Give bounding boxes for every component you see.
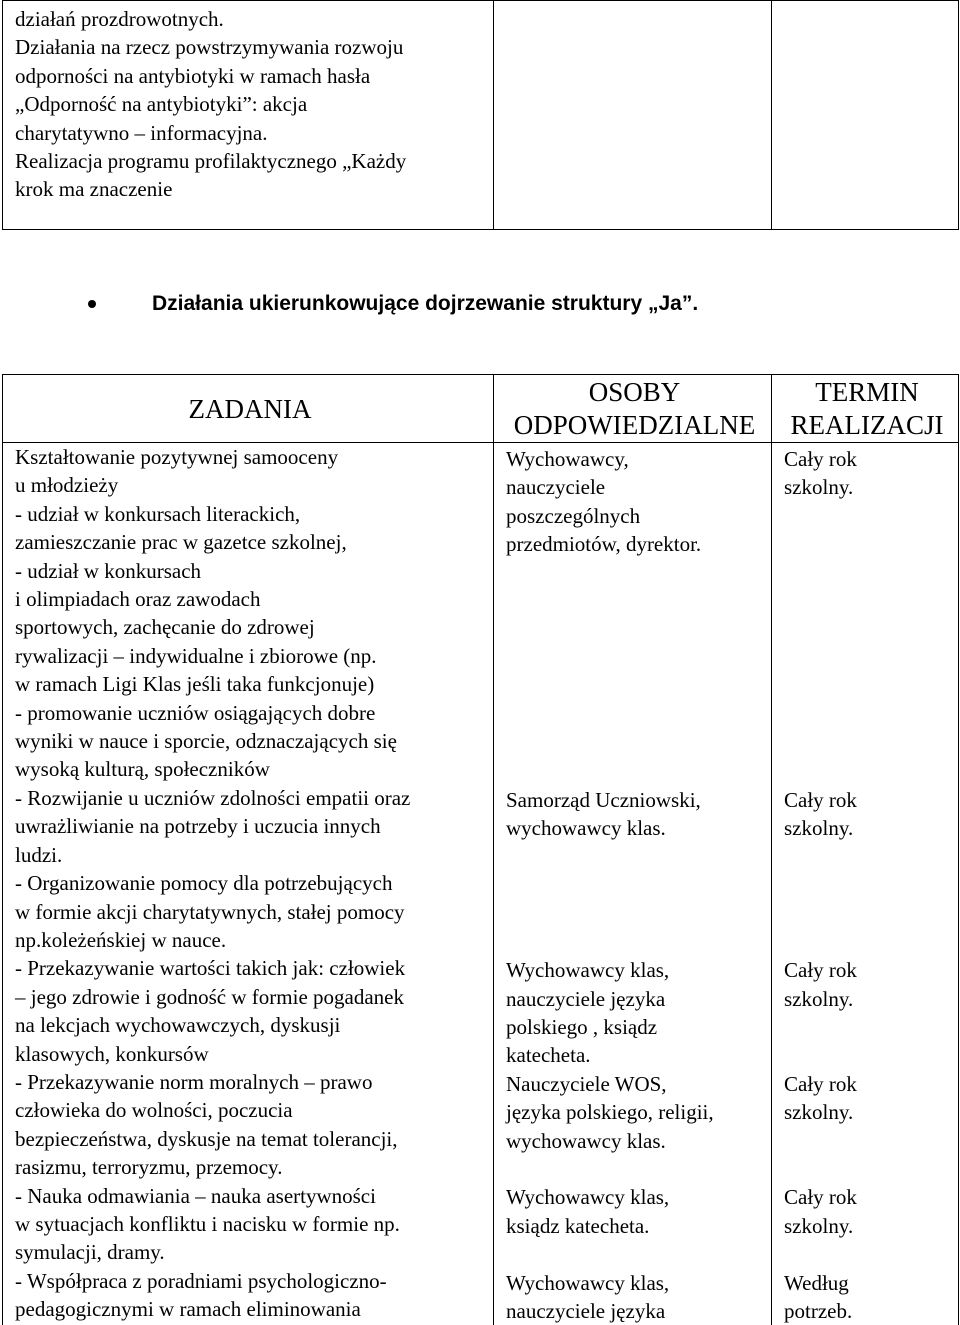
responsible-line: Wychowawcy klas, <box>506 1270 670 1295</box>
section-heading-row <box>88 288 698 320</box>
responsible-entry <box>494 956 669 1070</box>
responsible-line: Samorząd Uczniowski, <box>506 787 701 812</box>
top-table <box>2 0 959 230</box>
responsible-line: wychowawcy klas. <box>506 1128 666 1153</box>
responsible-line: polskiego , ksiądz <box>506 1015 658 1039</box>
top-table-term-cell <box>772 1 959 230</box>
responsible-line: Nauczyciele WOS, <box>506 1071 667 1096</box>
task-line: człowieka do wolności, poczucia <box>15 1098 293 1123</box>
responsible-line: poszczególnych <box>506 503 641 528</box>
task-line: - Współpraca z poradniami psychologiczno- <box>15 1268 387 1293</box>
top-table-task-line: „Odporność na antybiotyki”: akcja <box>15 92 308 117</box>
task-line: uwrażliwianie na potrzeby i uczucia innych <box>15 814 381 839</box>
task-line: Kształtowanie pozytywnej samooceny <box>15 445 339 469</box>
top-table-responsible-cell <box>494 1 772 230</box>
term-entry <box>772 1269 852 1325</box>
task-line: - Nauka odmawiania – nauka asertywności <box>15 1183 376 1208</box>
term-line: szkolny. <box>784 816 854 841</box>
term-line: Według <box>784 1270 849 1295</box>
header-term-line-1: TERMIN <box>815 377 919 407</box>
term-entry <box>772 445 857 502</box>
responsible-line: nauczyciele języka <box>506 986 666 1011</box>
task-line: w formie akcji charytatywnych, stałej pomocy <box>15 899 405 924</box>
responsible-entry <box>494 1183 669 1240</box>
task-line: wyniki w nauce i sporcie, odznaczających się <box>15 729 397 754</box>
top-table-task-line: działań prozdrowotnych. <box>15 7 224 31</box>
term-line: potrzeb. <box>784 1299 853 1323</box>
header-tasks <box>3 375 494 443</box>
task-line: wysoką kulturą, społeczników <box>15 757 270 782</box>
responsible-entry <box>494 445 701 559</box>
term-cell <box>772 443 959 1325</box>
task-line: - promowanie uczniów osiągających dobre <box>15 700 376 725</box>
task-line: symulacji, dramy. <box>15 1240 165 1265</box>
task-line: - Organizowanie pomocy dla potrzebujących <box>15 871 393 896</box>
term-line: Cały rok <box>784 1071 857 1096</box>
task-line: bezpieczeństwa, dyskusje na temat tolerancji, <box>15 1126 398 1151</box>
bullet-icon <box>88 300 96 308</box>
task-line: i olimpiadach oraz zawodach <box>15 587 261 612</box>
top-table-task-line: odporności na antybiotyki w ramach hasła <box>15 63 371 88</box>
task-line: u młodzieży <box>15 473 119 498</box>
top-table-task-line: Działania na rzecz powstrzymywania rozwoju <box>15 35 404 60</box>
term-line: Cały rok <box>784 447 857 471</box>
header-term <box>772 375 959 443</box>
term-line: szkolny. <box>784 475 854 500</box>
top-table-tasks-cell <box>3 1 494 230</box>
responsible-entry <box>494 786 701 843</box>
task-line: np.koleżeńskiej w nauce. <box>15 927 227 952</box>
responsible-entry <box>494 1070 714 1155</box>
responsible-line: języka polskiego, religii, <box>506 1100 714 1125</box>
task-line: - udział w konkursach <box>15 558 202 583</box>
responsible-line: Wychowawcy, <box>506 447 629 471</box>
task-line: - Przekazywanie norm moralnych – prawo <box>15 1069 373 1094</box>
responsible-cell <box>494 443 772 1325</box>
term-line: szkolny. <box>784 986 854 1011</box>
responsible-line: wychowawcy klas. <box>506 816 666 841</box>
top-table-task-line: Realizacja programu profilaktycznego „Każdy <box>15 149 407 174</box>
top-table-task-line: charytatywno – informacyjna. <box>15 120 268 145</box>
responsible-line: katecheta. <box>506 1043 591 1068</box>
responsible-line: nauczyciele języka <box>506 1299 666 1323</box>
main-table <box>2 374 959 1325</box>
task-line: w ramach Ligi Klas jeśli taka funkcjonuje) <box>15 672 375 697</box>
top-table-task-line: krok ma znaczenie <box>15 177 173 202</box>
header-responsible-line-2: ODPOWIEDZIALNE <box>513 410 756 440</box>
term-line: Cały rok <box>784 787 857 812</box>
responsible-line: Wychowawcy klas, <box>506 1185 670 1210</box>
responsible-line: ksiądz katecheta. <box>506 1213 650 1238</box>
header-responsible <box>494 375 772 443</box>
term-entry <box>772 1183 857 1240</box>
responsible-line: nauczyciele <box>506 475 606 500</box>
task-line: - Rozwijanie u uczniów zdolności empatii oraz <box>15 785 411 810</box>
term-entry <box>772 956 857 1013</box>
term-line: Cały rok <box>784 1185 857 1210</box>
task-line: zamieszczanie prac w gazetce szkolnej, <box>15 530 347 555</box>
section-heading: Działania ukierunkowujące dojrzewanie struktury „Ja”. <box>152 291 699 315</box>
task-line: rasizmu, terroryzmu, przemocy. <box>15 1155 283 1180</box>
tasks-cell <box>3 443 494 1325</box>
responsible-line: przedmiotów, dyrektor. <box>506 532 702 557</box>
header-responsible-line-1: OSOBY <box>588 377 681 407</box>
responsible-line: Wychowawcy klas, <box>506 958 670 983</box>
term-line: szkolny. <box>784 1100 854 1125</box>
task-line: sportowych, zachęcanie do zdrowej <box>15 615 315 640</box>
task-line: w sytuacjach konfliktu i nacisku w formie np. <box>15 1211 400 1236</box>
task-line: rywalizacji – indywidualne i zbiorowe (np. <box>15 643 377 668</box>
task-line: - udział w konkursach literackich, <box>15 501 301 526</box>
term-line: szkolny. <box>784 1213 854 1238</box>
term-entry <box>772 1070 857 1127</box>
task-line: na lekcjach wychowawczych, dyskusji <box>15 1013 341 1038</box>
task-line: pedagogicznymi w ramach eliminowania <box>15 1297 361 1322</box>
task-line: – jego zdrowie i godność w formie pogadanek <box>15 984 404 1009</box>
header-term-line-2: REALIZACJI <box>790 410 944 440</box>
header-tasks-label: ZADANIA <box>188 393 312 424</box>
responsible-entry <box>494 1269 669 1325</box>
task-line: ludzi. <box>15 842 63 867</box>
task-line: klasowych, konkursów <box>15 1041 209 1066</box>
term-entry <box>772 786 857 843</box>
task-line: - Przekazywanie wartości takich jak: człowiek <box>15 956 406 981</box>
term-line: Cały rok <box>784 958 857 983</box>
